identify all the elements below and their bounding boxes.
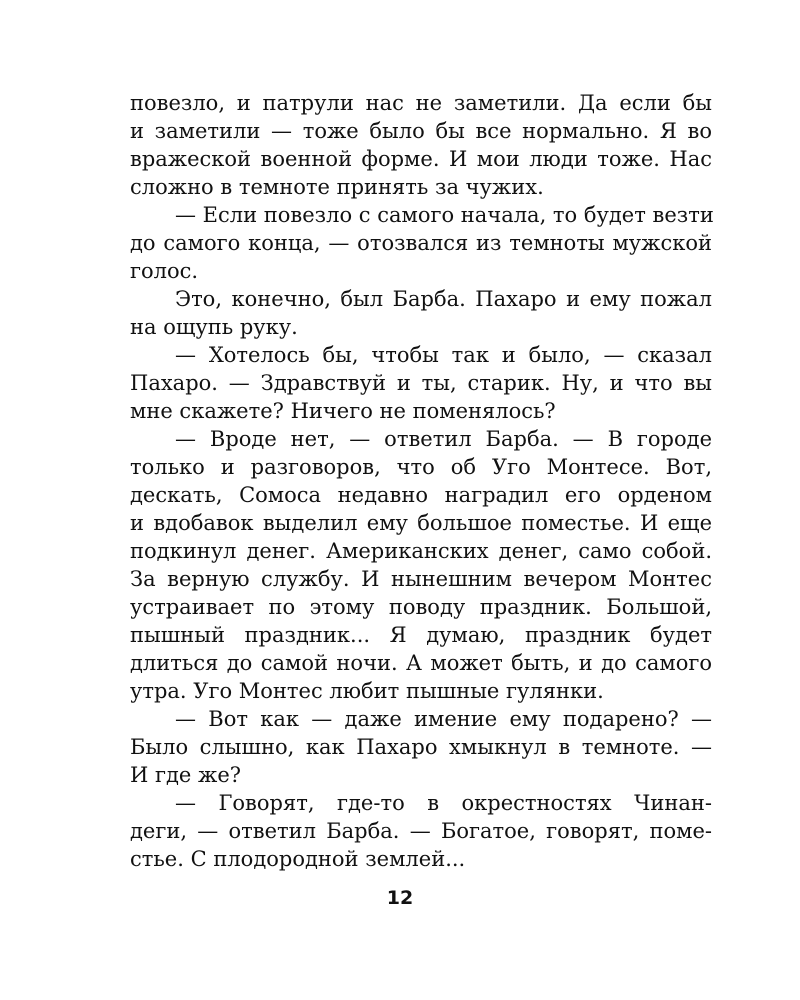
page-number: 12 — [386, 887, 414, 909]
text-line: повезло, и патрули нас не заметили. Да если бы — [130, 91, 712, 115]
text-line: — Хотелось бы, чтобы так и было, — сказал — [175, 343, 712, 367]
text-line: и заметили — тоже было бы все нормально. Я во — [130, 119, 712, 143]
text-line: подкинул денег. Американских денег, само собой. — [130, 539, 712, 563]
text-line: — Вот как — даже имение ему подарено? — — [175, 707, 712, 731]
text-line: до самого конца, — отозвался из темноты мужской — [130, 231, 712, 255]
text-line: За верную службу. И нынешним вечером Монтес — [130, 567, 712, 591]
text-line: — Вроде нет, — ответил Барба. — В городе — [175, 427, 712, 451]
text-line: сложно в темноте принять за чужих. — [130, 175, 544, 199]
text-line: на ощупь руку. — [130, 315, 298, 339]
text-line: Это, конечно, был Барба. Пахаро и ему пожал — [175, 287, 712, 311]
text-line: дескать, Сомоса недавно наградил его орденом — [130, 483, 712, 507]
book-page-text — [130, 89, 712, 873]
text-line: деги, — ответил Барба. — Богатое, говорят, поме- — [130, 819, 712, 843]
text-line: Было слышно, как Пахаро хмыкнул в темноте. — — [130, 735, 712, 759]
text-line: вражеской военной форме. И мои люди тоже. Нас — [130, 147, 712, 171]
text-line: Пахаро. — Здравствуй и ты, старик. Ну, и что вы — [130, 371, 712, 395]
text-line: мне скажете? Ничего не поменялось? — [130, 399, 556, 423]
text-line: — Говорят, где-то в окрестностях Чинан- — [175, 791, 712, 815]
text-line: голос. — [130, 259, 199, 283]
text-line: И где же? — [130, 763, 242, 787]
text-line: только и разговоров, что об Уго Монтесе. Вот, — [130, 455, 712, 479]
text-line: стье. С плодородной землей... — [130, 847, 466, 871]
text-line: — Если повезло с самого начала, то будет везти — [175, 203, 714, 227]
text-line: утра. Уго Монтес любит пышные гулянки. — [130, 679, 604, 703]
text-line: длиться до самой ночи. А может быть, и до самого — [130, 651, 712, 675]
text-line: устраивает по этому поводу праздник. Большой, — [130, 595, 712, 619]
text-line: пышный праздник... Я думаю, праздник будет — [130, 623, 712, 647]
text-line: и вдобавок выделил ему большое поместье. И еще — [130, 511, 712, 535]
